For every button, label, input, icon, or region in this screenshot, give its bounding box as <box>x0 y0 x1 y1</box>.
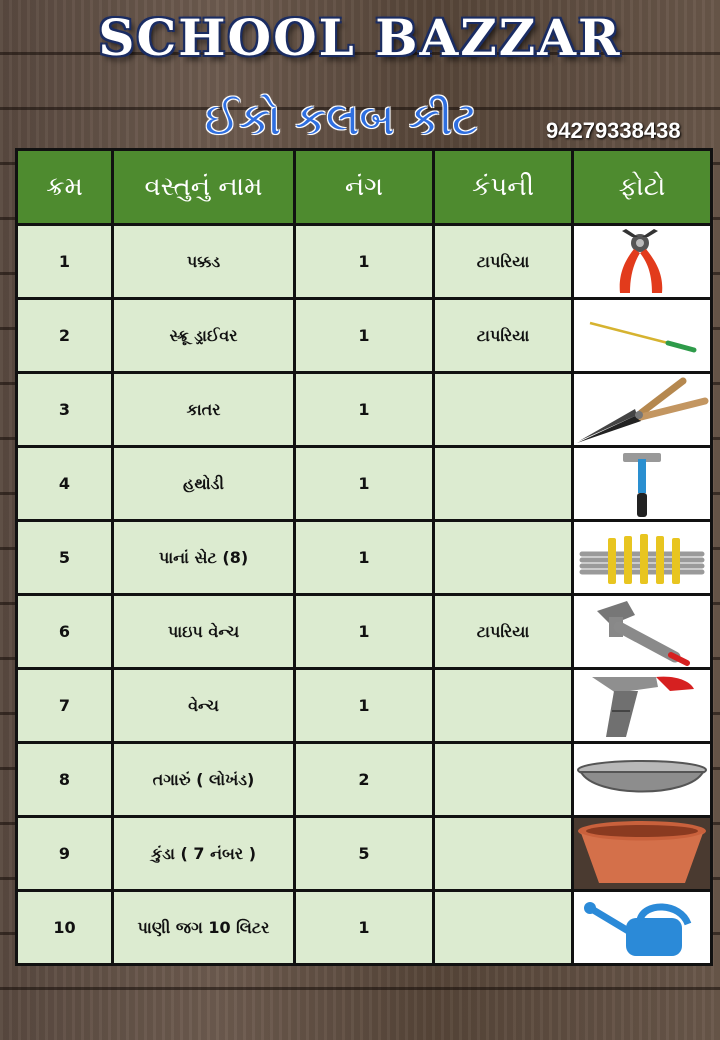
cell-item-name: હથોડી <box>113 447 295 521</box>
cell-serial: 2 <box>17 299 113 373</box>
table-row <box>17 595 712 669</box>
header-quantity: નંગ <box>295 150 434 225</box>
cell-serial: 9 <box>17 817 113 891</box>
pipe-wrench-icon <box>587 597 697 667</box>
cell-serial: 8 <box>17 743 113 817</box>
cell-quantity: 1 <box>295 225 434 299</box>
cell-quantity: 1 <box>295 595 434 669</box>
cell-item-name: સ્ક્રૂ ડ્રાઈવર <box>113 299 295 373</box>
cell-company <box>434 891 573 965</box>
kit-subtitle: ઈકો કલબ કીટ <box>205 94 478 145</box>
cell-company <box>434 521 573 595</box>
cell-item-name: કુંડા ( 7 નંબર ) <box>113 817 295 891</box>
cell-quantity: 1 <box>295 373 434 447</box>
phone-number: 94279338438 <box>546 118 681 143</box>
cell-photo <box>573 817 712 891</box>
cell-company: ટાપરિયા <box>434 595 573 669</box>
cell-item-name: કાતર <box>113 373 295 447</box>
cell-serial: 5 <box>17 521 113 595</box>
cell-serial: 10 <box>17 891 113 965</box>
page-title: SCHOOL BAZZAR <box>98 8 622 67</box>
table-row <box>17 373 712 447</box>
cell-quantity: 2 <box>295 743 434 817</box>
cell-company: ટાપરિયા <box>434 299 573 373</box>
cell-company <box>434 669 573 743</box>
cell-quantity: 1 <box>295 521 434 595</box>
cell-quantity: 5 <box>295 817 434 891</box>
hedge-shears-icon <box>575 375 709 445</box>
cell-serial: 6 <box>17 595 113 669</box>
cell-photo <box>573 447 712 521</box>
cell-photo <box>573 669 712 743</box>
header-company: કંપની <box>434 150 573 225</box>
cell-item-name: પક્કડ <box>113 225 295 299</box>
cell-serial: 3 <box>17 373 113 447</box>
spanner-set-icon <box>576 524 708 592</box>
cell-photo <box>573 595 712 669</box>
table-row <box>17 299 712 373</box>
cell-item-name: વેન્ચ <box>113 669 295 743</box>
flower-pot-icon <box>575 819 709 889</box>
table-row <box>17 447 712 521</box>
cell-photo <box>573 299 712 373</box>
cell-photo <box>573 743 712 817</box>
cell-item-name: પાઇપ વેન્ચ <box>113 595 295 669</box>
cell-company: ટાપરિયા <box>434 225 573 299</box>
table-row <box>17 891 712 965</box>
cell-quantity: 1 <box>295 299 434 373</box>
cell-item-name: તગારું ( લોખંડ) <box>113 743 295 817</box>
cell-quantity: 1 <box>295 669 434 743</box>
cell-quantity: 1 <box>295 891 434 965</box>
screwdriver-icon <box>582 311 702 361</box>
kit-table <box>15 148 713 966</box>
cell-item-name: પાણી જગ 10 લિટર <box>113 891 295 965</box>
header-item-name: વસ્તુનું નામ <box>113 150 295 225</box>
cell-company <box>434 373 573 447</box>
cell-serial: 4 <box>17 447 113 521</box>
cell-company <box>434 743 573 817</box>
cell-quantity: 1 <box>295 447 434 521</box>
cell-item-name: પાનાં સેટ (8) <box>113 521 295 595</box>
cell-photo <box>573 373 712 447</box>
table-row <box>17 669 712 743</box>
cell-company <box>434 817 573 891</box>
table-header-row <box>17 150 712 225</box>
cell-photo <box>573 225 712 299</box>
adjustable-wrench-icon <box>586 671 698 741</box>
table-row <box>17 521 712 595</box>
cell-photo <box>573 521 712 595</box>
cell-serial: 1 <box>17 225 113 299</box>
watering-can-icon <box>580 896 704 960</box>
cell-serial: 7 <box>17 669 113 743</box>
pliers-icon <box>592 229 692 295</box>
header-serial: ક્રમ <box>17 150 113 225</box>
iron-pan-icon <box>575 758 709 802</box>
hammer-icon <box>617 449 667 519</box>
table-row <box>17 817 712 891</box>
table-row <box>17 225 712 299</box>
cell-company <box>434 447 573 521</box>
header-photo: ફોટો <box>573 150 712 225</box>
table-row <box>17 743 712 817</box>
cell-photo <box>573 891 712 965</box>
